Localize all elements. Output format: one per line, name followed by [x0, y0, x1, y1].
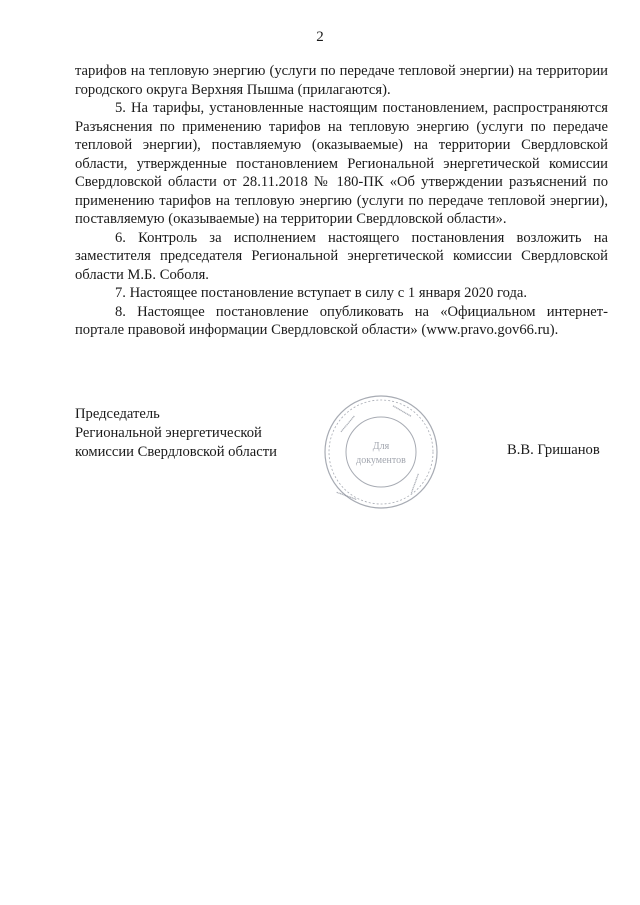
paragraph-6: 6. Контроль за исполнением настоящего постановления возложить на заместителя председателя Региональной энергетической комиссии Свердловской области М.Б. Соболя. — [75, 229, 608, 283]
paragraph-continuation: тарифов на тепловую энергию (услуги по передаче тепловой энергии) на территории городского округа Верхняя Пышма (прилагаются). — [75, 63, 608, 98]
svg-text:▪▪▪▪▪▪▪▪▪▪▪▪: ▪▪▪▪▪▪▪▪▪▪▪▪ — [407, 472, 420, 495]
document-body — [75, 62, 608, 340]
svg-text:▪▪▪▪▪▪▪▪▪▪▪▪: ▪▪▪▪▪▪▪▪▪▪▪▪ — [335, 488, 358, 501]
signatory-name: В.В. Гришанов — [507, 442, 600, 458]
stamp-text-line-1: Для — [372, 441, 390, 452]
paragraph-7: 7. Настоящее постановление вступает в силу с 1 января 2020 года. — [115, 285, 528, 301]
signatory-title — [75, 405, 277, 462]
stamp-text-line-2: документов — [356, 455, 406, 466]
signatory-title-line-1: Председатель — [75, 406, 160, 422]
signatory-title-line-2: Региональной энергетической — [75, 425, 262, 441]
svg-text:▪▪▪▪▪▪▪▪▪▪▪▪: ▪▪▪▪▪▪▪▪▪▪▪▪ — [339, 414, 358, 435]
svg-text:▪▪▪▪▪▪▪▪▪▪▪▪: ▪▪▪▪▪▪▪▪▪▪▪▪ — [391, 404, 412, 420]
signatory-title-line-3: комиссии Свердловской области — [75, 444, 277, 460]
page-number: 2 — [316, 29, 324, 45]
paragraph-5: 5. На тарифы, установленные настоящим постановлением, распространяются Разъяснения по применению тарифов на тепловую энергию (услуги по передаче тепловой энергии), поставляемую (оказываемые) на территории Свердловской области, утвержденные постановлением Региональной энергетической комиссии Свердловской области от 28.11.2018 № 180-ПК «Об утверждении разъяснений по применению тарифов на тепловую энергию (услуги по передаче тепловой энергии), поставляемую (оказываемые) на территории Свердловской области». — [75, 100, 608, 227]
official-seal-stamp — [322, 393, 440, 511]
paragraph-8: 8. Настоящее постановление опубликовать на «Официальном интернет-портале правовой информации Свердловской области» (www.pravo.gov66.ru). — [75, 303, 608, 338]
